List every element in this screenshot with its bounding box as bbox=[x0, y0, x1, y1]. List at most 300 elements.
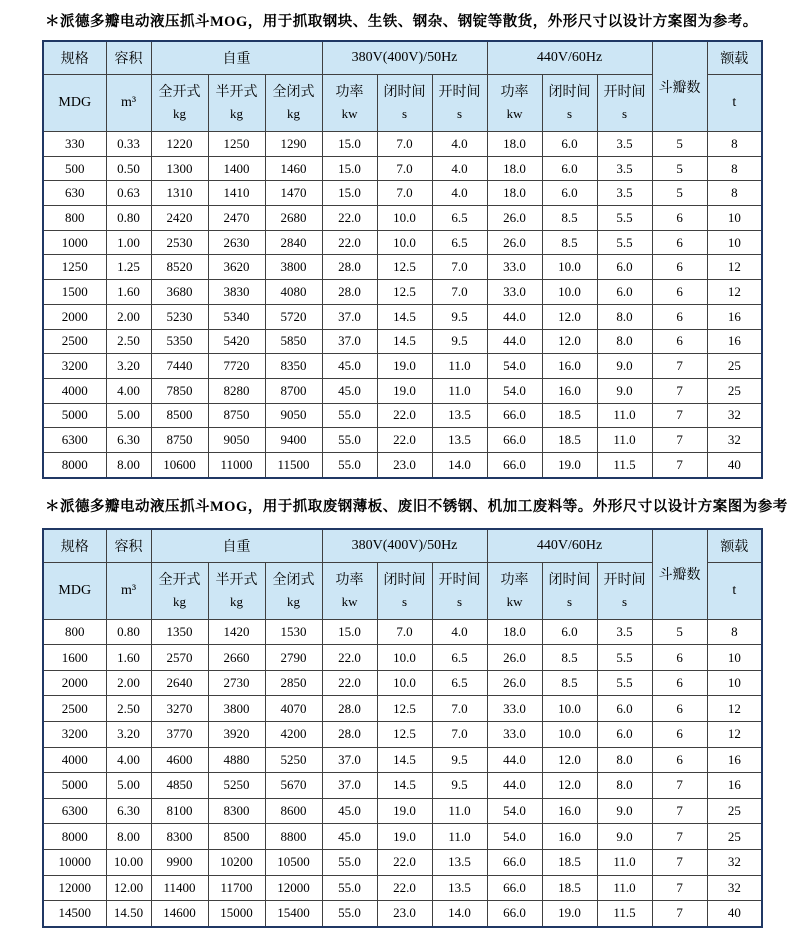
cell: 8 bbox=[707, 132, 762, 157]
header-close-time-380 bbox=[377, 562, 432, 619]
header-380v-group: 380V(400V)/50Hz bbox=[322, 41, 487, 75]
cell: 8.5 bbox=[542, 645, 597, 671]
cell: 2420 bbox=[151, 206, 208, 231]
cell: 11.0 bbox=[432, 798, 487, 824]
cell: 22.0 bbox=[377, 403, 432, 428]
fully-closed-unit: kg bbox=[287, 106, 300, 121]
cell: 8700 bbox=[265, 378, 322, 403]
cell: 2680 bbox=[265, 206, 322, 231]
cell: 5350 bbox=[151, 329, 208, 354]
cell: 1470 bbox=[265, 181, 322, 206]
table-row bbox=[43, 181, 762, 206]
cell: 8 bbox=[707, 156, 762, 181]
cell: 13.5 bbox=[432, 875, 487, 901]
cell: 55.0 bbox=[322, 452, 377, 477]
cell: 7 bbox=[652, 824, 707, 850]
table-row bbox=[43, 619, 762, 645]
header-power-440 bbox=[487, 75, 542, 132]
open-time-380-unit: s bbox=[456, 106, 463, 121]
table-row bbox=[43, 230, 762, 255]
cell: 25 bbox=[707, 354, 762, 379]
cell: 19.0 bbox=[542, 901, 597, 927]
cell: 4070 bbox=[265, 696, 322, 722]
header-rated-load: 额载 bbox=[707, 41, 762, 75]
cell: 32 bbox=[707, 849, 762, 875]
cell: 55.0 bbox=[322, 403, 377, 428]
cell: 6 bbox=[652, 670, 707, 696]
fully-open-unit: kg bbox=[173, 593, 186, 609]
cell: 18.5 bbox=[542, 403, 597, 428]
cell: 9.0 bbox=[597, 824, 652, 850]
cell: 5.00 bbox=[106, 773, 151, 799]
power-380-unit: kw bbox=[341, 106, 358, 121]
cell: 6 bbox=[652, 230, 707, 255]
cell: 0.80 bbox=[106, 206, 151, 231]
cell: 45.0 bbox=[322, 378, 377, 403]
cell: 55.0 bbox=[322, 428, 377, 453]
cell: 9.0 bbox=[597, 354, 652, 379]
cell: 8500 bbox=[151, 403, 208, 428]
cell: 40 bbox=[707, 452, 762, 477]
cell: 19.0 bbox=[377, 354, 432, 379]
cell: 7.0 bbox=[377, 619, 432, 645]
close-time-440-label: 闭时间 bbox=[548, 85, 591, 100]
table-row bbox=[43, 901, 762, 927]
cell: 4.00 bbox=[106, 378, 151, 403]
power-440-label: 功率 bbox=[500, 85, 529, 100]
cell: 16 bbox=[707, 773, 762, 799]
close-time-440-unit: s bbox=[567, 106, 573, 121]
cell: 22.0 bbox=[377, 428, 432, 453]
close-time-380-label: 闭时间 bbox=[383, 85, 426, 100]
cell: 12.0 bbox=[542, 304, 597, 329]
cell: 7.0 bbox=[432, 696, 487, 722]
cell: 6.0 bbox=[597, 280, 652, 305]
cell: 7 bbox=[652, 798, 707, 824]
table-row bbox=[43, 428, 762, 453]
cell: 6.30 bbox=[106, 428, 151, 453]
cell: 11.0 bbox=[597, 428, 652, 453]
cell: 0.33 bbox=[106, 132, 151, 157]
cell: 0.63 bbox=[106, 181, 151, 206]
cell: 5340 bbox=[208, 304, 265, 329]
table-row bbox=[43, 378, 762, 403]
cell: 8.5 bbox=[542, 230, 597, 255]
cell: 22.0 bbox=[377, 875, 432, 901]
cell: 6300 bbox=[43, 428, 106, 453]
cell: 13.5 bbox=[432, 403, 487, 428]
cell: 22.0 bbox=[322, 670, 377, 696]
cell: 2470 bbox=[208, 206, 265, 231]
cell: 7 bbox=[652, 849, 707, 875]
table-1-body bbox=[43, 132, 762, 478]
cell: 5720 bbox=[265, 304, 322, 329]
cell: 14500 bbox=[43, 901, 106, 927]
cell: 2660 bbox=[208, 645, 265, 671]
cell: 18.5 bbox=[542, 849, 597, 875]
cell: 3.5 bbox=[597, 132, 652, 157]
cell: 5420 bbox=[208, 329, 265, 354]
header-close-time-440 bbox=[542, 562, 597, 619]
cell: 11.5 bbox=[597, 901, 652, 927]
cell: 1410 bbox=[208, 181, 265, 206]
cell: 5 bbox=[652, 619, 707, 645]
cell: 66.0 bbox=[487, 849, 542, 875]
cell: 10.0 bbox=[542, 255, 597, 280]
cell: 7.0 bbox=[377, 132, 432, 157]
cell: 28.0 bbox=[322, 255, 377, 280]
cell: 1420 bbox=[208, 619, 265, 645]
half-open-unit: kg bbox=[230, 106, 243, 121]
cell: 33.0 bbox=[487, 722, 542, 748]
cell: 33.0 bbox=[487, 255, 542, 280]
open-time-380-unit: s bbox=[456, 593, 463, 609]
cell: 15000 bbox=[208, 901, 265, 927]
cell: 5670 bbox=[265, 773, 322, 799]
cell: 6.5 bbox=[432, 645, 487, 671]
cell: 6.5 bbox=[432, 670, 487, 696]
cell: 7 bbox=[652, 901, 707, 927]
cell: 5.5 bbox=[597, 206, 652, 231]
cell: 5 bbox=[652, 132, 707, 157]
cell: 5 bbox=[652, 181, 707, 206]
cell: 22.0 bbox=[377, 849, 432, 875]
cell: 54.0 bbox=[487, 354, 542, 379]
cell: 3200 bbox=[43, 722, 106, 748]
header-spec-sub: MDG bbox=[43, 562, 106, 619]
cell: 1000 bbox=[43, 230, 106, 255]
header-rated-load: 额载 bbox=[707, 529, 762, 563]
cell: 18.0 bbox=[487, 619, 542, 645]
cell: 7 bbox=[652, 403, 707, 428]
cell: 6 bbox=[652, 280, 707, 305]
cell: 8750 bbox=[151, 428, 208, 453]
cell: 37.0 bbox=[322, 773, 377, 799]
cell: 15400 bbox=[265, 901, 322, 927]
cell: 16 bbox=[707, 329, 762, 354]
cell: 16.0 bbox=[542, 824, 597, 850]
cell: 6 bbox=[652, 645, 707, 671]
spec-table-steel-blocks bbox=[42, 40, 763, 479]
cell: 32 bbox=[707, 428, 762, 453]
power-440-label: 功率 bbox=[500, 572, 529, 588]
cell: 28.0 bbox=[322, 722, 377, 748]
cell: 2.00 bbox=[106, 670, 151, 696]
header-volume: 容积 bbox=[106, 41, 151, 75]
cell: 14.5 bbox=[377, 773, 432, 799]
cell: 12 bbox=[707, 280, 762, 305]
cell: 10200 bbox=[208, 849, 265, 875]
close-time-380-unit: s bbox=[401, 593, 408, 609]
cell: 7.0 bbox=[377, 156, 432, 181]
power-440-unit: kw bbox=[506, 593, 523, 609]
cell: 37.0 bbox=[322, 747, 377, 773]
cell: 3270 bbox=[151, 696, 208, 722]
cell: 44.0 bbox=[487, 747, 542, 773]
cell: 5.5 bbox=[597, 670, 652, 696]
cell: 4000 bbox=[43, 747, 106, 773]
cell: 10 bbox=[707, 230, 762, 255]
cell: 16.0 bbox=[542, 798, 597, 824]
cell: 11.0 bbox=[432, 378, 487, 403]
cell: 8500 bbox=[208, 824, 265, 850]
cell: 10 bbox=[707, 670, 762, 696]
cell: 11700 bbox=[208, 875, 265, 901]
close-time-380-unit: s bbox=[401, 106, 408, 121]
cell: 5.00 bbox=[106, 403, 151, 428]
cell: 10.0 bbox=[377, 230, 432, 255]
cell: 19.0 bbox=[377, 798, 432, 824]
cell: 25 bbox=[707, 378, 762, 403]
cell: 5230 bbox=[151, 304, 208, 329]
cell: 4000 bbox=[43, 378, 106, 403]
cell: 2000 bbox=[43, 670, 106, 696]
cell: 14.5 bbox=[377, 304, 432, 329]
cell: 15.0 bbox=[322, 619, 377, 645]
cell: 26.0 bbox=[487, 645, 542, 671]
cell: 66.0 bbox=[487, 901, 542, 927]
cell: 18.5 bbox=[542, 875, 597, 901]
cell: 7.0 bbox=[432, 280, 487, 305]
cell: 4.0 bbox=[432, 132, 487, 157]
cell: 10.0 bbox=[542, 696, 597, 722]
cell: 32 bbox=[707, 875, 762, 901]
cell: 1400 bbox=[208, 156, 265, 181]
cell: 55.0 bbox=[322, 849, 377, 875]
cell: 1220 bbox=[151, 132, 208, 157]
cell: 1.60 bbox=[106, 280, 151, 305]
table-2-header bbox=[43, 529, 762, 620]
cell: 22.0 bbox=[322, 206, 377, 231]
cell: 9.0 bbox=[597, 798, 652, 824]
cell: 19.0 bbox=[377, 378, 432, 403]
table-row bbox=[43, 132, 762, 157]
cell: 6.0 bbox=[597, 696, 652, 722]
cell: 13.5 bbox=[432, 428, 487, 453]
header-open-time-440 bbox=[597, 562, 652, 619]
cell: 11.0 bbox=[597, 849, 652, 875]
cell: 2640 bbox=[151, 670, 208, 696]
cell: 3.5 bbox=[597, 619, 652, 645]
cell: 9050 bbox=[208, 428, 265, 453]
header-fully-closed bbox=[265, 75, 322, 132]
close-time-440-label: 闭时间 bbox=[548, 572, 591, 588]
cell: 40 bbox=[707, 901, 762, 927]
cell: 12.5 bbox=[377, 255, 432, 280]
cell: 1.60 bbox=[106, 645, 151, 671]
cell: 1600 bbox=[43, 645, 106, 671]
power-380-unit: kw bbox=[341, 593, 358, 609]
cell: 7.0 bbox=[377, 181, 432, 206]
cell: 800 bbox=[43, 619, 106, 645]
cell: 5850 bbox=[265, 329, 322, 354]
cell: 18.5 bbox=[542, 428, 597, 453]
cell: 10.0 bbox=[377, 670, 432, 696]
cell: 14.0 bbox=[432, 901, 487, 927]
cell: 2790 bbox=[265, 645, 322, 671]
cell: 14600 bbox=[151, 901, 208, 927]
cell: 7 bbox=[652, 428, 707, 453]
cell: 7720 bbox=[208, 354, 265, 379]
header-close-time-440 bbox=[542, 75, 597, 132]
cell: 7440 bbox=[151, 354, 208, 379]
cell: 5250 bbox=[265, 747, 322, 773]
cell: 1350 bbox=[151, 619, 208, 645]
cell: 66.0 bbox=[487, 403, 542, 428]
cell: 1310 bbox=[151, 181, 208, 206]
header-volume: 容积 bbox=[106, 529, 151, 563]
cell: 6 bbox=[652, 304, 707, 329]
cell: 45.0 bbox=[322, 798, 377, 824]
cell: 3770 bbox=[151, 722, 208, 748]
cell: 8.00 bbox=[106, 824, 151, 850]
cell: 12.5 bbox=[377, 696, 432, 722]
open-time-440-unit: s bbox=[622, 106, 628, 121]
cell: 6 bbox=[652, 747, 707, 773]
cell: 4600 bbox=[151, 747, 208, 773]
header-spec: 规格 bbox=[43, 529, 106, 563]
cell: 11.0 bbox=[432, 824, 487, 850]
cell: 3.5 bbox=[597, 156, 652, 181]
cell: 22.0 bbox=[322, 645, 377, 671]
cell: 12.5 bbox=[377, 280, 432, 305]
cell: 8800 bbox=[265, 824, 322, 850]
cell: 800 bbox=[43, 206, 106, 231]
open-time-440-label: 开时间 bbox=[603, 85, 646, 100]
cell: 9.0 bbox=[597, 378, 652, 403]
cell: 2.00 bbox=[106, 304, 151, 329]
cell: 11.0 bbox=[432, 354, 487, 379]
cell: 9050 bbox=[265, 403, 322, 428]
cell: 23.0 bbox=[377, 452, 432, 477]
cell: 10500 bbox=[265, 849, 322, 875]
cell: 0.80 bbox=[106, 619, 151, 645]
cell: 2840 bbox=[265, 230, 322, 255]
header-spec-sub: MDG bbox=[43, 75, 106, 132]
half-open-label: 半开式 bbox=[215, 85, 258, 100]
cell: 18.0 bbox=[487, 181, 542, 206]
cell: 16.0 bbox=[542, 354, 597, 379]
cell: 8.0 bbox=[597, 747, 652, 773]
cell: 12.0 bbox=[542, 773, 597, 799]
cell: 10.0 bbox=[377, 645, 432, 671]
cell: 2730 bbox=[208, 670, 265, 696]
cell: 6.0 bbox=[597, 722, 652, 748]
cell: 54.0 bbox=[487, 824, 542, 850]
cell: 44.0 bbox=[487, 304, 542, 329]
cell: 33.0 bbox=[487, 280, 542, 305]
cell: 4.0 bbox=[432, 181, 487, 206]
power-380-label: 功率 bbox=[335, 572, 364, 588]
cell: 10000 bbox=[43, 849, 106, 875]
open-time-440-label: 开时间 bbox=[603, 572, 646, 588]
cell: 12 bbox=[707, 255, 762, 280]
fully-closed-label: 全闭式 bbox=[272, 85, 315, 100]
cell: 4.0 bbox=[432, 156, 487, 181]
close-time-380-label: 闭时间 bbox=[383, 572, 426, 588]
header-power-380 bbox=[322, 562, 377, 619]
cell: 1460 bbox=[265, 156, 322, 181]
cell: 3200 bbox=[43, 354, 106, 379]
cell: 7.0 bbox=[432, 255, 487, 280]
cell: 6 bbox=[652, 722, 707, 748]
cell: 8750 bbox=[208, 403, 265, 428]
cell: 3.20 bbox=[106, 722, 151, 748]
cell: 12 bbox=[707, 722, 762, 748]
header-volume-unit: m³ bbox=[106, 75, 151, 132]
cell: 15.0 bbox=[322, 156, 377, 181]
header-spec: 规格 bbox=[43, 41, 106, 75]
header-half-open bbox=[208, 562, 265, 619]
cell: 5000 bbox=[43, 403, 106, 428]
cell: 11500 bbox=[265, 452, 322, 477]
cell: 32 bbox=[707, 403, 762, 428]
cell: 1250 bbox=[43, 255, 106, 280]
cell: 11.5 bbox=[597, 452, 652, 477]
cell: 26.0 bbox=[487, 206, 542, 231]
cell: 8 bbox=[707, 181, 762, 206]
cell: 10 bbox=[707, 206, 762, 231]
cell: 19.0 bbox=[377, 824, 432, 850]
cell: 28.0 bbox=[322, 696, 377, 722]
cell: 45.0 bbox=[322, 354, 377, 379]
cell: 18.0 bbox=[487, 132, 542, 157]
cell: 6300 bbox=[43, 798, 106, 824]
cell: 8.5 bbox=[542, 670, 597, 696]
cell: 9.5 bbox=[432, 329, 487, 354]
cell: 55.0 bbox=[322, 901, 377, 927]
cell: 8300 bbox=[208, 798, 265, 824]
cell: 16.0 bbox=[542, 378, 597, 403]
table-1-header bbox=[43, 41, 762, 132]
cell: 7 bbox=[652, 354, 707, 379]
cell: 1530 bbox=[265, 619, 322, 645]
cell: 5 bbox=[652, 156, 707, 181]
cell: 2630 bbox=[208, 230, 265, 255]
cell: 14.50 bbox=[106, 901, 151, 927]
cell: 6.0 bbox=[542, 619, 597, 645]
cell: 54.0 bbox=[487, 378, 542, 403]
cell: 25 bbox=[707, 824, 762, 850]
cell: 14.5 bbox=[377, 329, 432, 354]
cell: 11400 bbox=[151, 875, 208, 901]
header-half-open bbox=[208, 75, 265, 132]
cell: 7 bbox=[652, 452, 707, 477]
table-row bbox=[43, 156, 762, 181]
header-power-380 bbox=[322, 75, 377, 132]
cell: 7850 bbox=[151, 378, 208, 403]
cell: 15.0 bbox=[322, 132, 377, 157]
cell: 26.0 bbox=[487, 230, 542, 255]
table-row bbox=[43, 747, 762, 773]
cell: 1500 bbox=[43, 280, 106, 305]
cell: 4.0 bbox=[432, 619, 487, 645]
cell: 19.0 bbox=[542, 452, 597, 477]
table-row bbox=[43, 304, 762, 329]
cell: 8.0 bbox=[597, 773, 652, 799]
cell: 16 bbox=[707, 747, 762, 773]
cell: 5.5 bbox=[597, 230, 652, 255]
cell: 8280 bbox=[208, 378, 265, 403]
power-380-label: 功率 bbox=[335, 85, 364, 100]
cell: 45.0 bbox=[322, 824, 377, 850]
header-petal-count: 斗瓣数 bbox=[652, 529, 707, 620]
cell: 6.5 bbox=[432, 206, 487, 231]
table-row bbox=[43, 875, 762, 901]
table-row bbox=[43, 824, 762, 850]
cell: 9.5 bbox=[432, 773, 487, 799]
cell: 12 bbox=[707, 696, 762, 722]
